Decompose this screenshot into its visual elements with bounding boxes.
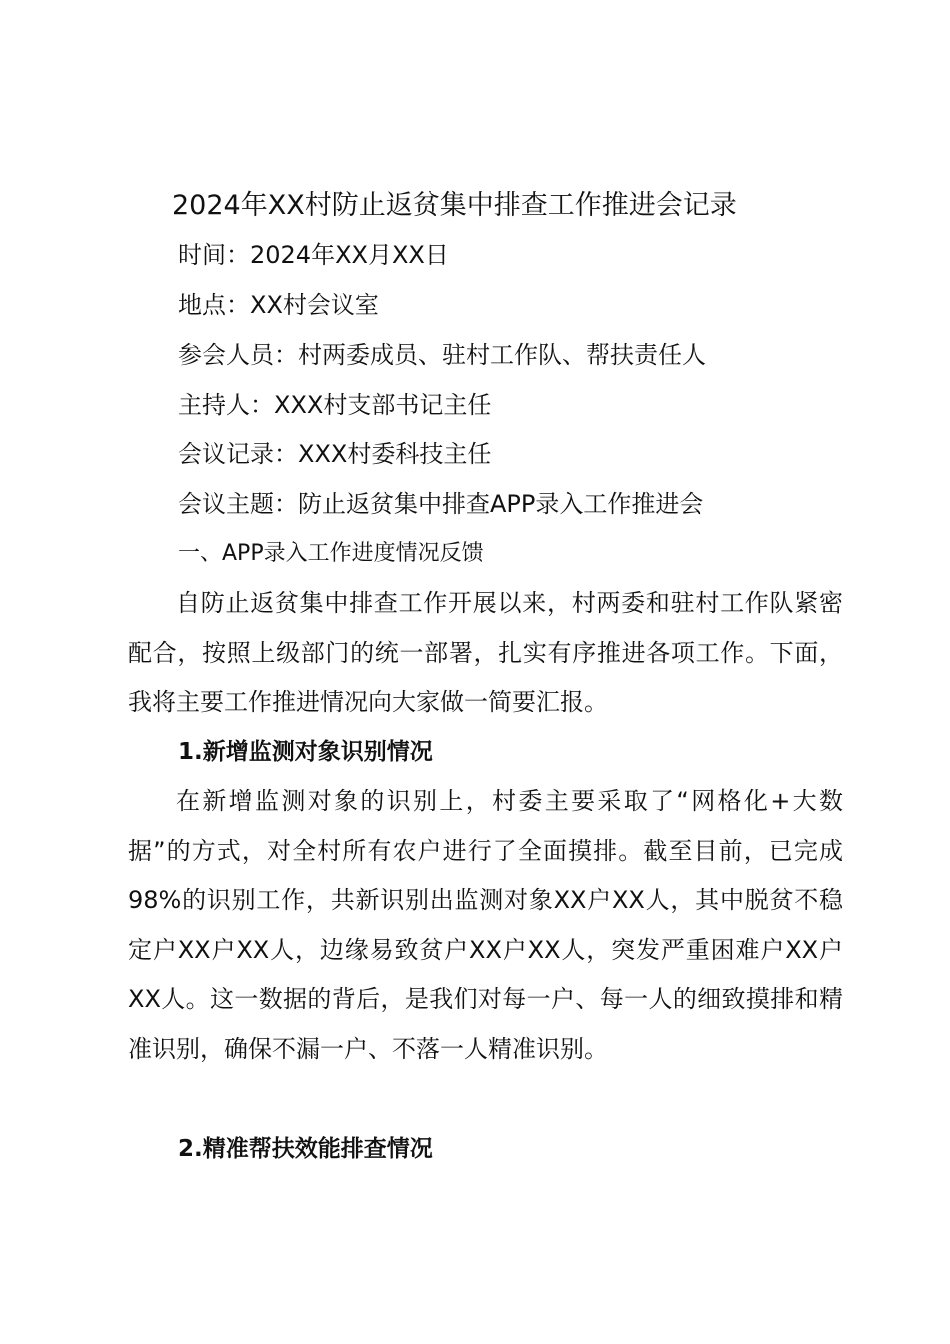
subsection-1-paragraph: 在新增监测对象的识别上，村委主要采取了“网格化+大数据”的方式，对全村所有农户进行了全面摸排。截至目前，已完成98%的识别工作，共新识别出监测对象XX户XX人，其中脱贫不稳定户XX户XX人，边缘易致贫户XX户XX人，突发严重困难户XX户XX人。这一数据的背后，是我们对每一户、每一人的细致摸排和精准识别，确保不漏一户、不落一人精准识别。 [128,787,843,1063]
meeting-time: 时间：2024年XX月XX日 [178,241,449,269]
section-1-intro-paragraph: 自防止返贫集中排查工作开展以来，村两委和驻村工作队紧密配合，按照上级部门的统一部署，扎实有序推进各项工作。下面，我将主要工作推进情况向大家做一简要汇报。 [128,589,843,716]
meeting-host: 主持人：XXX村支部书记主任 [178,391,492,419]
meeting-attendees: 参会人员：村两委成员、驻村工作队、帮扶责任人 [178,341,706,369]
subsection-heading-1: 1.新增监测对象识别情况 [178,739,433,765]
meeting-recorder: 会议记录：XXX村委科技主任 [178,440,492,468]
document-title: 2024年XX村防止返贫集中排查工作推进会记录 [172,190,737,221]
meeting-topic: 会议主题：防止返贫集中排查APP录入工作推进会 [178,490,704,518]
subsection-heading-2: 2.精准帮扶效能排查情况 [178,1136,433,1162]
section-heading-1: 一、APP录入工作进度情况反馈 [178,541,484,566]
meeting-place: 地点：XX村会议室 [178,291,379,319]
